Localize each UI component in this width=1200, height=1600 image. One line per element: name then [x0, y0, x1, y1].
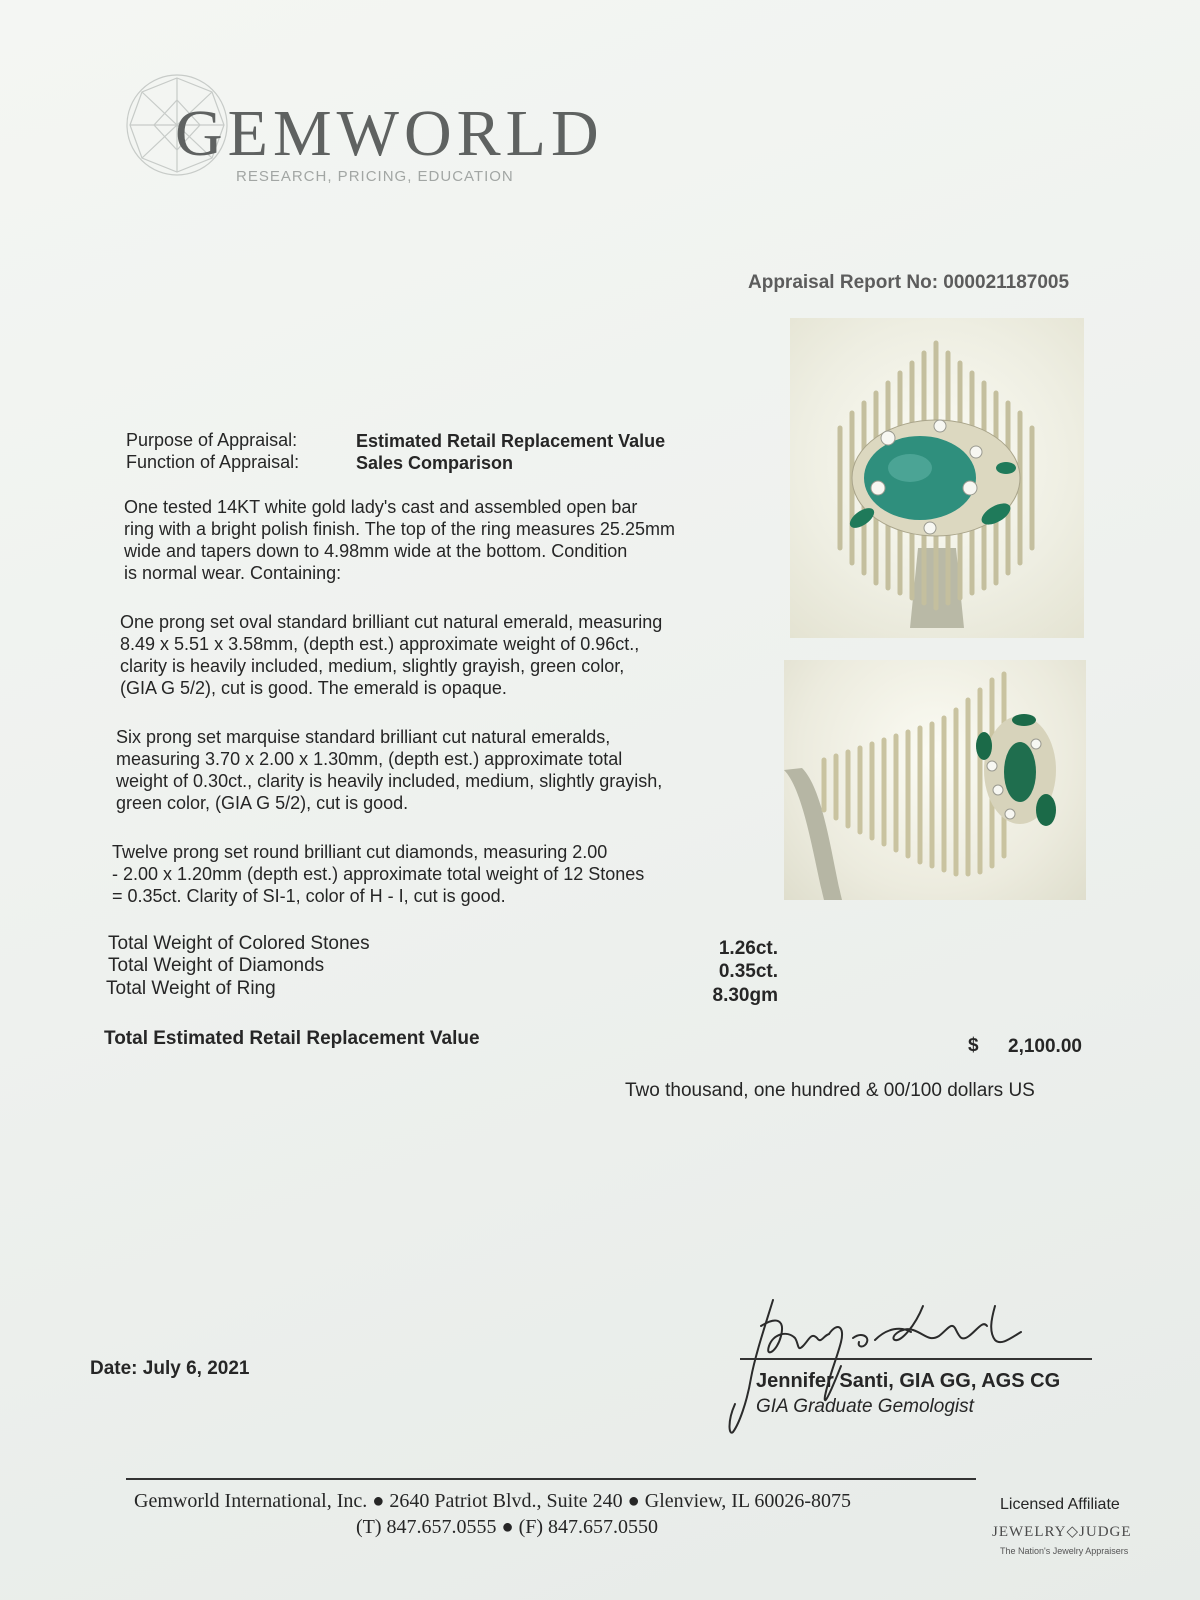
stone1-line: (GIA G 5/2), cut is good. The emerald is opaque. — [120, 678, 507, 698]
grand-total-label: Total Estimated Retail Replacement Value — [104, 1028, 480, 1049]
grand-total-amount: 2,100.00 — [1008, 1036, 1082, 1057]
item-description — [124, 496, 764, 584]
function-value: Sales Comparison — [356, 453, 514, 473]
diamond-description — [112, 841, 752, 907]
purpose-label: Purpose of Appraisal: — [126, 430, 298, 450]
stone1-line: 8.49 x 5.51 x 3.58mm, (depth est.) approximate weight of 0.96ct., — [120, 634, 640, 654]
brand-name: GEMWORLD — [175, 97, 604, 170]
signer-name: Jennifer Santi, GIA GG, AGS CG — [756, 1370, 1061, 1392]
description-line: ring with a bright polish finish. The top of the ring measures 25.25mm — [124, 519, 675, 539]
footer-divider — [126, 1478, 976, 1480]
stone2-line: Six prong set marquise standard brilliant cut natural emeralds, — [116, 727, 611, 747]
emerald-marquise-description — [116, 726, 756, 814]
stone2-line: green color, (GIA G 5/2), cut is good. — [116, 793, 409, 813]
brand-tagline: RESEARCH, PRICING, EDUCATION — [236, 168, 514, 185]
function-label: Function of Appraisal: — [126, 452, 300, 472]
stone3-line: - 2.00 x 1.20mm (depth est.) approximate total weight of 12 Stones — [112, 864, 645, 884]
total-colored-label: Total Weight of Colored Stones — [108, 933, 370, 954]
total-diamonds-label: Total Weight of Diamonds — [108, 955, 325, 976]
stone3-line: = 0.35ct. Clarity of SI-1, color of H - I, cut is good. — [112, 886, 506, 906]
description-line: wide and tapers down to 4.98mm wide at the bottom. Condition — [124, 541, 628, 561]
stone1-line: clarity is heavily included, medium, slightly grayish, green color, — [120, 656, 625, 676]
currency-symbol: $ — [968, 1035, 979, 1056]
affiliate-subtitle: The Nation's Jewelry Appraisers — [1000, 1546, 1129, 1556]
total-ring-value: 8.30gm — [712, 985, 778, 1006]
amount-in-words: Two thousand, one hundred & 00/100 dollars US — [625, 1080, 1035, 1101]
signer-title: GIA Graduate Gemologist — [756, 1396, 974, 1417]
stone1-line: One prong set oval standard brilliant cut natural emerald, measuring — [120, 612, 663, 632]
total-ring-label: Total Weight of Ring — [106, 978, 276, 999]
report-number: Appraisal Report No: 000021187005 — [748, 272, 1070, 293]
purpose-value: Estimated Retail Replacement Value — [356, 431, 666, 451]
total-colored-value: 1.26ct. — [718, 938, 778, 959]
footer-phone: (T) 847.657.0555 ● (F) 847.657.0550 — [356, 1516, 659, 1538]
affiliate-title: Licensed Affiliate — [1000, 1496, 1120, 1513]
emerald-oval-description — [120, 611, 760, 699]
affiliate-logo: JEWELRY◇JUDGE — [992, 1524, 1132, 1540]
appraisal-date: Date: July 6, 2021 — [90, 1358, 250, 1379]
stone3-line: Twelve prong set round brilliant cut diamonds, measuring 2.00 — [112, 842, 608, 862]
signature-line — [740, 1358, 1092, 1360]
ring-photo-top — [790, 318, 1084, 638]
total-diamonds-value: 0.35ct. — [718, 961, 778, 982]
description-line: One tested 14KT white gold lady's cast and assembled open bar — [124, 497, 638, 517]
stone2-line: measuring 3.70 x 2.00 x 1.30mm, (depth est.) approximate total — [116, 749, 623, 769]
description-line: is normal wear. Containing: — [124, 563, 342, 583]
ring-photo-side — [784, 660, 1086, 900]
footer-address: Gemworld International, Inc. ● 2640 Patriot Blvd., Suite 240 ● Glenview, IL 60026-8075 — [134, 1490, 852, 1512]
stone2-line: weight of 0.30ct., clarity is heavily included, medium, slightly grayish, — [116, 771, 663, 791]
